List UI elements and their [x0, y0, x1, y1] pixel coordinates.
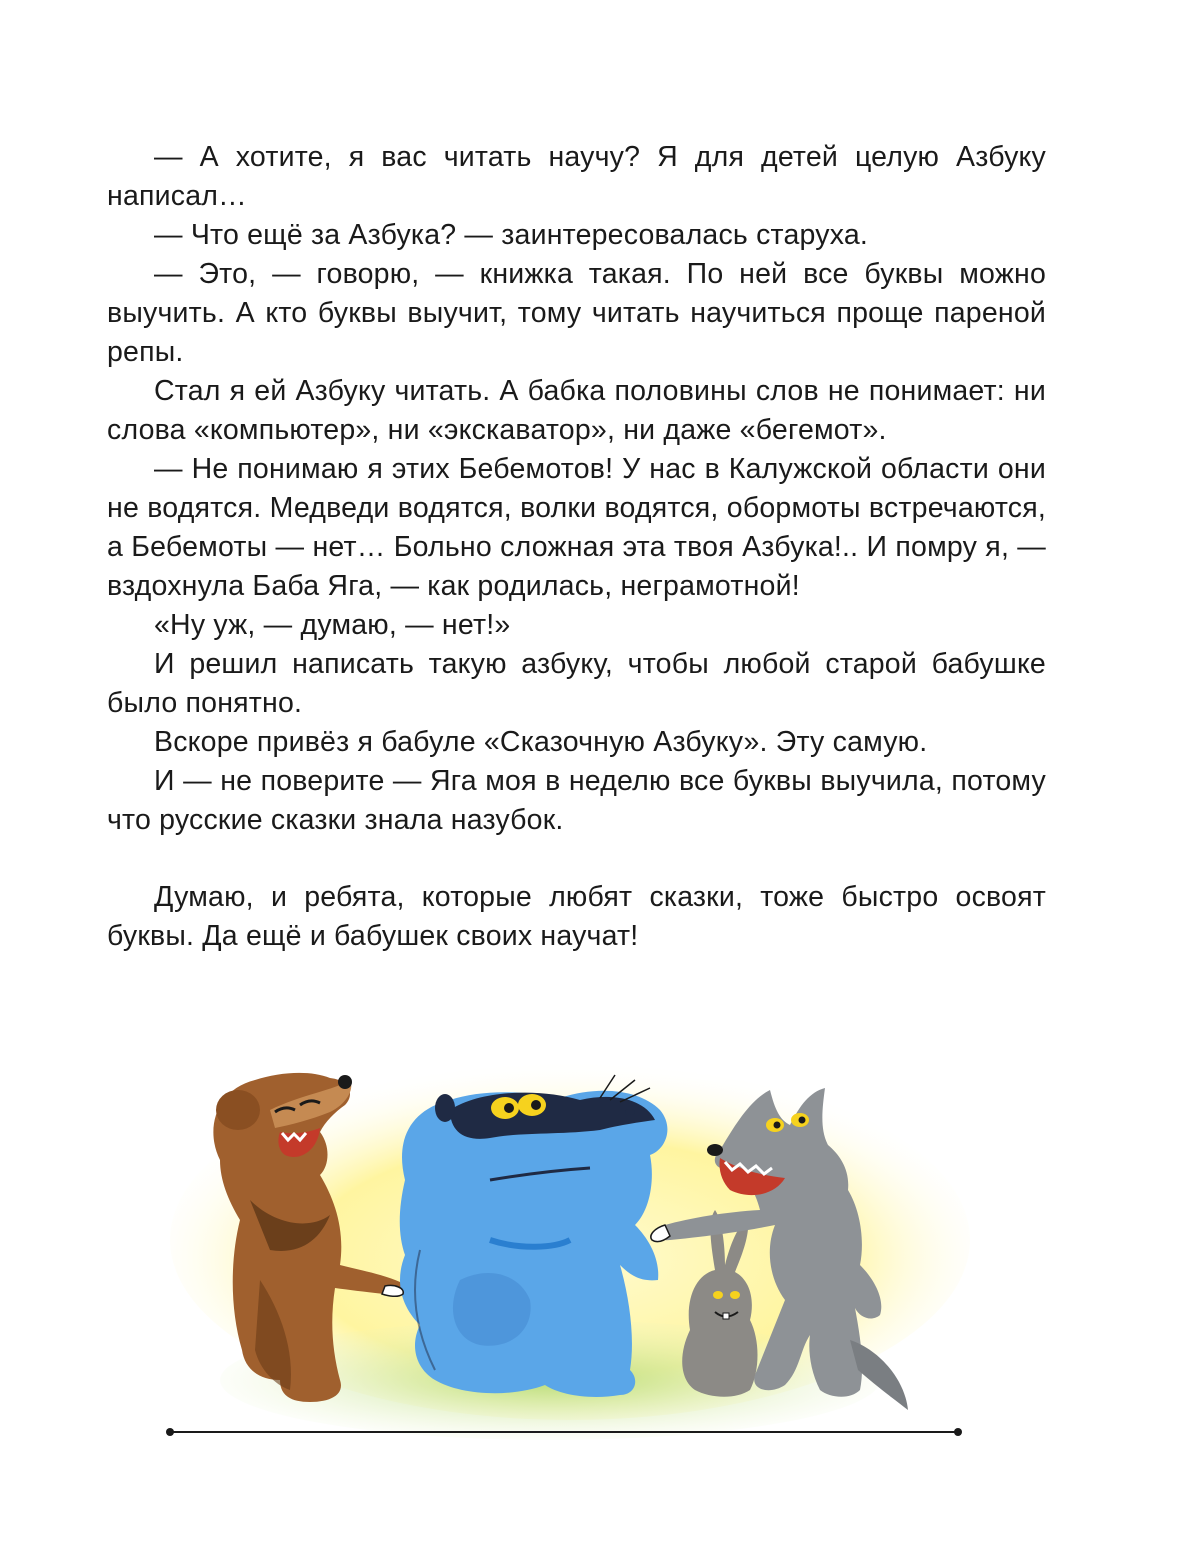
paragraph-9: И — не поверите — Яга моя в неделю все буквы выучила, потому что русские сказки знала назубок. — [107, 765, 1046, 836]
paragraph-2: — Что ещё за Азбука? — заинтересовалась старуха. — [154, 219, 869, 251]
paragraph-8: Вскоре привёз я бабуле «Сказочную Азбуку». Эту самую. — [154, 726, 928, 758]
paragraph-5: — Не понимаю я этих Бебемотов! У нас в Калужской области они не водятся. Медведи водятся, волки водятся, обормоты встречаются, а Бебемоты — нет… Больно сложная эта твоя Азбука!.. И помру я, — вздохнула Баба Яга, — как родилась, неграмотной! — [107, 453, 1046, 602]
characters-illustration — [160, 1050, 980, 1460]
paragraph-7: И решил написать такую азбуку, чтобы любой старой бабушке было понятно. — [107, 648, 1046, 719]
baseline-dot-right — [954, 1428, 962, 1436]
paragraph-10: Думаю, и ребята, которые любят сказки, тоже быстро освоят буквы. Да ещё и бабушек своих научат! — [107, 881, 1046, 952]
hippo-figure — [400, 1075, 668, 1397]
paragraph-3: — Это, — говорю, — книжка такая. По ней все буквы можно выучить. А кто буквы выучит, тому читать научиться проще пареной репы. — [107, 258, 1046, 368]
story-text — [107, 138, 1046, 956]
paragraph-1: — А хотите, я вас читать научу? Я для детей целую Азбуку написал… — [107, 141, 1046, 212]
paragraph-4: Стал я ей Азбуку читать. А бабка половины слов не понимает: ни слова «компьютер», ни «экскаватор», ни даже «бегемот». — [107, 375, 1046, 446]
illustration-svg — [160, 1050, 980, 1460]
bear-paw — [382, 1285, 403, 1296]
baseline-dot-left — [166, 1428, 174, 1436]
paragraph-6: «Ну уж, — думаю, — нет!» — [154, 609, 511, 641]
